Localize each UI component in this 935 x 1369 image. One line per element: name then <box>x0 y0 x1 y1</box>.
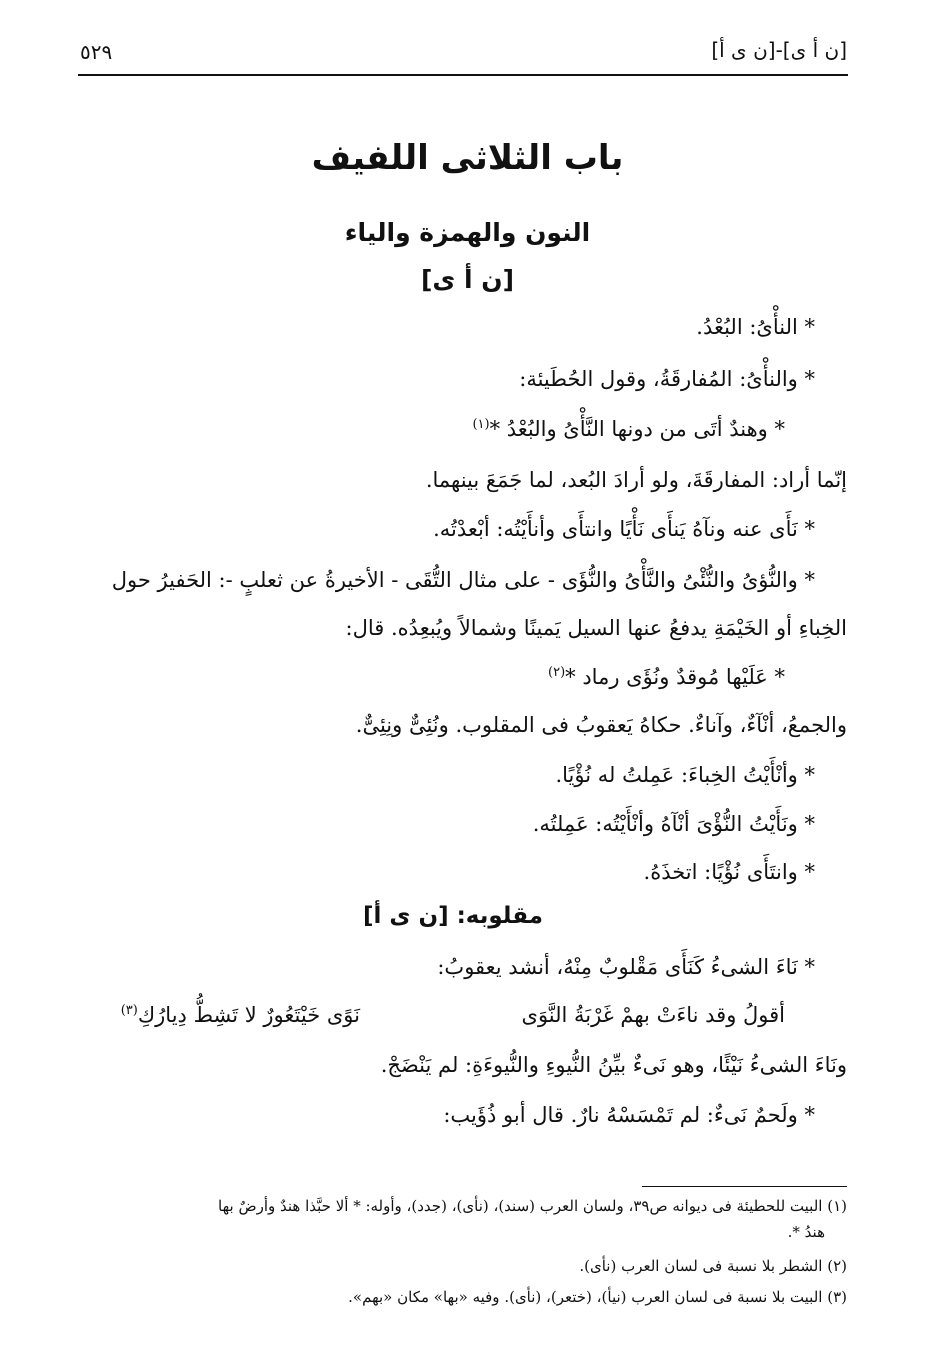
verse-text: * عَلَيْها مُوقدٌ ونُؤَى رماد * <box>565 665 785 689</box>
entry-line: الخِباءِ أو الخَيْمَةِ يدفعُ عنها السيل يَمينًا وشمالاً ويُبعِدُه. قال: <box>345 616 847 640</box>
entry-line: * نَأَى عنه ونآهُ يَنأَى نَأْيًا وانتأَى وأنأَيْتُه: أبْعدْتُه. <box>433 517 815 541</box>
subheading: مقلوبه: [ن ى أ] <box>362 903 543 929</box>
verse-second-hemistich <box>121 1003 360 1027</box>
header-rule <box>78 74 848 76</box>
section-title: النون والهمزة والياء <box>344 218 591 247</box>
entry-line: * وانتَأَى نُؤْيًا: اتخذَهُ. <box>643 860 815 884</box>
page-number: ٥٢٩ <box>80 40 113 64</box>
footnote: (٣) البيت بلا نسبة فى لسان العرب (نيأ)، (ختعر)، (نأى). وفيه «بها» مكان «بهم». <box>348 1288 847 1306</box>
entry-line: * النأْىُ: البُعْدُ. <box>696 315 815 339</box>
footnote-ref: (١) <box>472 417 490 432</box>
chapter-title: باب الثلاثى اللفيف <box>311 138 624 178</box>
verse-text: * وهندٌ أتَى من دونها النَّأْىُ والبُعْدُ * <box>489 417 785 441</box>
entry-line: * وأنْأَيْتُ الخِباءَ: عَمِلتُ له نُؤْيًا. <box>555 763 815 787</box>
verse-text: نَوًى خَيْتَعُورٌ لا تَشِطُّ دِيارُكِ <box>137 1003 360 1027</box>
entry-line: إنّما أراد: المفارقَةَ، ولو أرادَ البُعد، لما جَمَعَ بينهما. <box>425 468 847 492</box>
verse-line <box>472 417 785 441</box>
verse-line <box>548 665 785 689</box>
entry-line: * والنُّؤىُ والنُّئْىُ والنَّأْىُ والنُّؤَى - على مثال التُّقَى - الأخيرةُ عن ثعلبٍ -: الحَفيرُ حول <box>111 568 815 592</box>
entry-line: والجمعُ، أنْآءٌ، وآناءٌ. حكاهُ يَعقوبُ فى المقلوب. ونُئِىٌّ ونِئِىٌّ. <box>355 713 847 737</box>
entry-line: * نَاءَ الشىءُ كَنَأَى مَقْلوبٌ مِنْهُ، أنشد يعقوبُ: <box>437 955 815 979</box>
running-head: [ن أ ى]-[ن ى أ] <box>711 38 847 62</box>
footnote-ref: (٢) <box>548 665 566 680</box>
footnote: (٢) الشطر بلا نسبة فى لسان العرب (نأى). <box>579 1257 847 1275</box>
root-heading: [ن أ ى] <box>420 265 515 294</box>
verse-first-hemistich: أقولُ وقد ناءَتْ بهمْ غَرْبَةُ النَّوَى <box>521 1003 785 1027</box>
entry-line: * والنأْىُ: المُفارقَةُ، وقول الحُطَيئة: <box>519 367 815 391</box>
entry-line: * ولَحمٌ نَىءٌ: لم تَمْسَسْهُ نارٌ. قال أبو ذُؤَيب: <box>443 1103 815 1127</box>
entry-line: ونَاءَ الشىءُ نَيْئًا، وهو نَىءٌ بيِّنُ النُّيوءِ والنُّيوءَةِ: لم يَنْضَجْ. <box>380 1053 847 1077</box>
footnote-ref: (٣) <box>120 1003 138 1018</box>
footnote-rule <box>642 1186 847 1187</box>
footnote-continuation: هندُ *. <box>787 1223 825 1241</box>
entry-line: * ونَأَيْتُ النُّؤْىَ أنْآهُ وأنْأَيْتُه: عَمِلتُه. <box>532 812 815 836</box>
footnote: (١) البيت للحطيئة فى ديوانه ص٣٩، ولسان العرب (سند)، (نأى)، (جدد)، وأوله: * ألا حبَّذا هندٌ وأرضٌ بها <box>218 1197 847 1215</box>
